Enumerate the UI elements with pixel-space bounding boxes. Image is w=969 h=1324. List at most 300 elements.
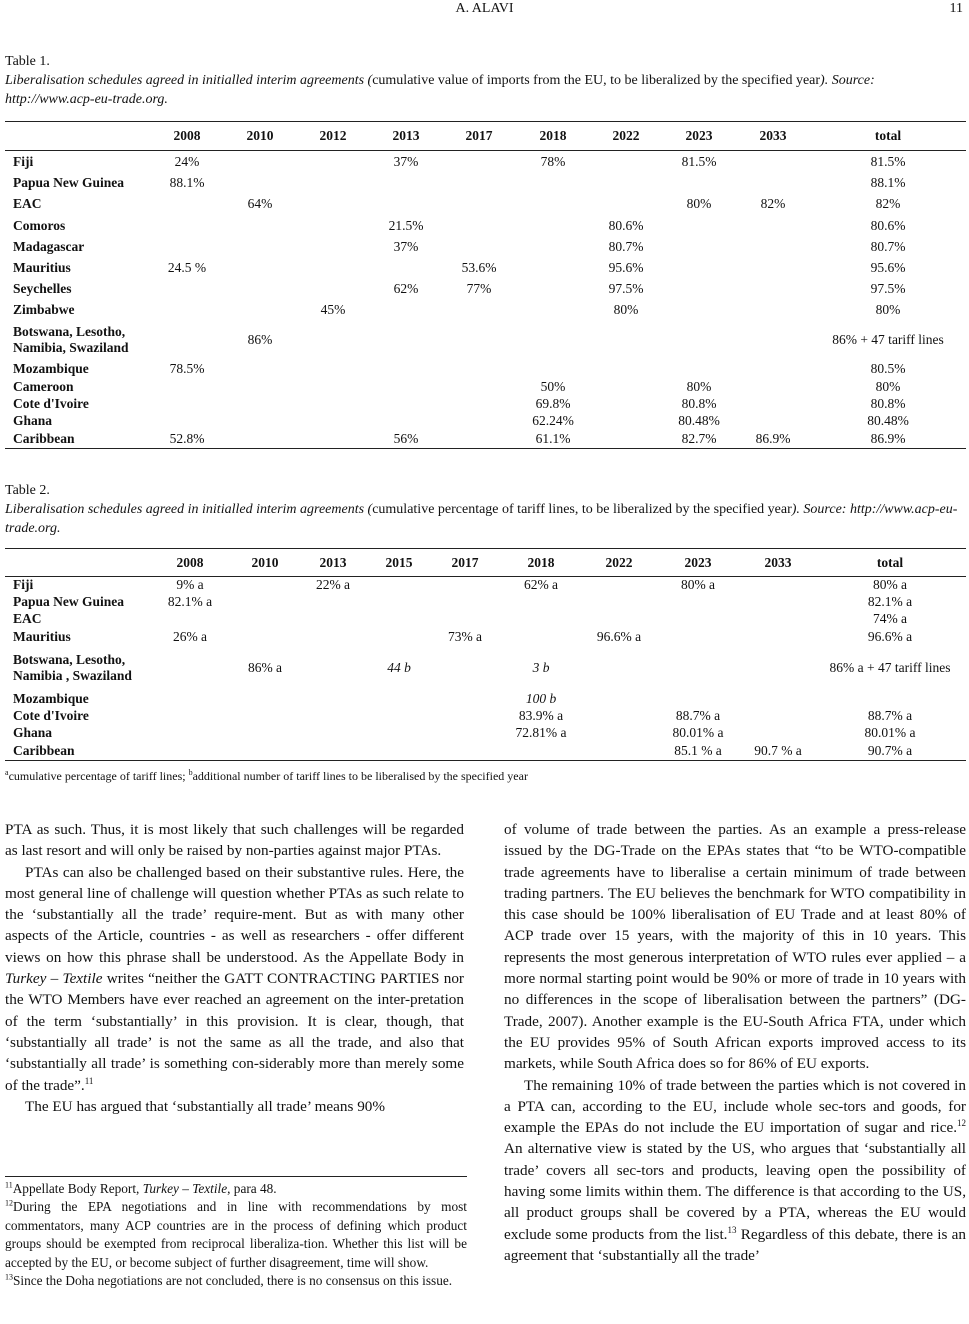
footnote-12: $^{12}$During the EPA negotiations and in line with recommendations by most commentators, many ACP countries are in the process of defining which product groups should be exempted from reciprocal liberaliza-tion. Whether this list will be accepted by the EU, or become subject of further disagreement, time will show. (5, 1198, 467, 1270)
table-cell (742, 708, 814, 725)
left-paragraph-3: The EU has argued that ‘substantially all trade’ means 90% (25, 1097, 386, 1115)
table-cell (736, 237, 810, 258)
row-country: Mauritius (13, 628, 71, 644)
row-country: Zimbabwe (13, 302, 75, 317)
table1-caption-a: Liberalisation schedules agreed in initialled interim agreements ( (5, 73, 373, 88)
table-cell (654, 628, 742, 646)
table-cell (584, 725, 654, 742)
table-cell (150, 708, 230, 725)
table-cell: 80.6% (870, 217, 906, 233)
table-cell (736, 300, 810, 321)
table-cell (224, 379, 296, 396)
row-country: Comoros (13, 217, 66, 233)
table-cell (516, 215, 590, 237)
table-row (5, 742, 966, 761)
table-row (5, 413, 966, 430)
table-cell: 97.5% (608, 281, 644, 296)
table-cell (296, 237, 370, 258)
table-row (5, 396, 966, 413)
header-cell: 2018 (539, 128, 567, 143)
table-cell (590, 430, 662, 449)
table-cell (654, 611, 742, 628)
row-country: Seychelles (13, 281, 72, 296)
table-cell (662, 215, 736, 237)
table-cell (300, 742, 366, 761)
table-row (5, 151, 966, 173)
header-cell: 2018 (527, 554, 555, 570)
table-cell (366, 742, 432, 761)
table-cell (150, 379, 224, 396)
header-cell: 2008 (173, 128, 201, 143)
row-country: Caribbean (13, 742, 75, 758)
table-cell: 78.5% (169, 361, 205, 376)
table-cell (230, 628, 300, 646)
table-cell (300, 594, 366, 611)
table-cell (742, 577, 814, 594)
table1 (5, 121, 966, 449)
table-cell: 81.5% (870, 153, 906, 169)
table-cell (150, 691, 230, 708)
table-row (5, 725, 966, 742)
table-cell: 22% a (315, 577, 351, 593)
table-cell: 82.7% (681, 430, 717, 446)
table-cell (590, 360, 662, 379)
table-cell: 82.1% a (867, 594, 913, 609)
footnote-ref-13[interactable]: 13 (727, 1224, 737, 1235)
table-cell (224, 279, 296, 300)
table-cell: 72.81% a (515, 725, 567, 740)
table-cell (736, 396, 810, 413)
footnote-divider (5, 1176, 467, 1177)
table-cell: 21.5% (388, 217, 424, 233)
table2 (5, 548, 966, 761)
row-country: Cameroon (13, 379, 74, 394)
table-cell: 81.5% (681, 153, 717, 169)
table-cell (366, 691, 432, 708)
table-cell: 83.9% a (518, 708, 564, 723)
table-cell: 80% (875, 379, 901, 394)
table-row (5, 577, 966, 594)
table-cell: 80.48% (678, 413, 720, 428)
table-cell (150, 646, 230, 691)
page-number: 11 (949, 1, 963, 16)
note-b-mark: b (188, 768, 193, 777)
table-cell: 90.7 % a (754, 742, 802, 758)
table-cell: 80.6% (608, 217, 644, 233)
table-cell (584, 691, 654, 708)
header-cell: 2033 (764, 554, 792, 570)
table-cell: 24% (174, 153, 200, 169)
table-cell (224, 300, 296, 321)
table-cell (584, 577, 654, 594)
row-country: Cote d'Ivoire (13, 396, 89, 411)
header-cell: 2023 (684, 554, 712, 570)
header-cell: 2033 (759, 128, 787, 143)
table-cell (230, 691, 300, 708)
table-cell (516, 194, 590, 215)
table-cell (224, 430, 296, 449)
table-cell (584, 708, 654, 725)
table-cell (516, 321, 590, 360)
row-country: Fiji (13, 153, 34, 169)
row-country: Caribbean (13, 430, 75, 446)
table1-caption (5, 52, 965, 109)
table-cell: 56% (393, 430, 419, 446)
table-cell (366, 611, 432, 628)
header-cell: 2023 (685, 128, 713, 143)
table-cell (224, 237, 296, 258)
table-cell: 24.5 % (167, 260, 207, 275)
header-cell-blank (5, 122, 150, 151)
table-cell (498, 611, 584, 628)
table-row (5, 646, 966, 691)
table-cell (150, 300, 224, 321)
table-cell: 37% (393, 153, 419, 169)
table-cell (516, 173, 590, 194)
table-cell (296, 173, 370, 194)
table-cell (736, 321, 810, 360)
table-cell (432, 691, 498, 708)
table-cell (442, 300, 516, 321)
table-cell (366, 594, 432, 611)
table-row (5, 611, 966, 628)
table-cell (742, 628, 814, 646)
table-cell (230, 742, 300, 761)
table-cell (370, 396, 442, 413)
table-cell (300, 708, 366, 725)
table-cell (442, 396, 516, 413)
table2-caption-c: ). Source: http://www.acp-eu-trade.org. (5, 502, 958, 536)
table-cell (296, 279, 370, 300)
table2-caption-b: cumulative percentage of tariff lines, to be liberalized by the specified year (372, 502, 792, 517)
table-cell (432, 708, 498, 725)
table-cell (224, 215, 296, 237)
header-cell: 2022 (612, 128, 640, 143)
table-cell (150, 413, 224, 430)
table-cell (442, 151, 516, 173)
table-cell: 86% a (247, 660, 283, 675)
table-cell: 44 b (387, 660, 411, 675)
row-country: Mozambique (13, 361, 89, 376)
table1-label: Table 1. (5, 54, 50, 69)
table-cell (370, 194, 442, 215)
table-cell (654, 646, 742, 691)
table2-caption (5, 481, 965, 538)
table-cell (584, 646, 654, 691)
table-cell (736, 279, 810, 300)
table-cell: 26% a (172, 628, 208, 644)
table1-caption-c: ). Source: http://www.acp-eu-trade.org. (5, 73, 875, 107)
table-cell: 62% (393, 281, 419, 296)
row-country: Botswana, Lesotho, Namibia , Swaziland (13, 652, 132, 683)
table-cell (296, 215, 370, 237)
table-row (5, 594, 966, 611)
table-cell (224, 173, 296, 194)
row-country: Mauritius (13, 260, 71, 275)
table-cell: 97.5% (870, 281, 906, 296)
table-cell: 50% (540, 379, 566, 394)
table-cell: 62.24% (532, 413, 574, 428)
table-cell (370, 321, 442, 360)
table-cell (736, 151, 810, 173)
row-country: EAC (13, 611, 42, 626)
table-cell (442, 321, 516, 360)
table-cell: 86% a + 47 tariff lines (829, 660, 951, 675)
table-cell (150, 742, 230, 761)
table-cell (366, 628, 432, 646)
left-paragraph-1: PTA as such. Thus, it is most likely that such challenges will be regarded as last resort and will only be raised by non-parties against major PTAs. (5, 821, 464, 860)
table-row (5, 237, 966, 258)
header-cell: 2010 (246, 128, 274, 143)
table-cell (736, 413, 810, 430)
case-citation: Turkey – Textile (5, 970, 103, 988)
table-cell (432, 742, 498, 761)
table-cell (370, 300, 442, 321)
table-row (5, 430, 966, 449)
table-cell: 45% (320, 302, 346, 317)
header-cell: 2017 (465, 128, 493, 143)
table-row (5, 300, 966, 321)
header-cell: 2010 (251, 554, 279, 570)
table-cell (742, 611, 814, 628)
table-row (5, 691, 966, 708)
table-cell (150, 396, 224, 413)
header-cell: 2013 (319, 554, 347, 570)
table-cell (590, 379, 662, 396)
row-country: Mozambique (13, 691, 89, 706)
row-country: Ghana (13, 725, 53, 740)
table-cell: 96.6% a (596, 628, 642, 644)
table-cell (432, 577, 498, 594)
table-cell (442, 194, 516, 215)
row-country: Fiji (13, 577, 34, 593)
table-cell: 88.7% a (675, 708, 721, 723)
table-cell (442, 379, 516, 396)
footnote-ref-11[interactable]: 11 (84, 1075, 94, 1086)
table-cell: 86% (247, 332, 273, 347)
table-cell (590, 413, 662, 430)
table-cell: 82% (875, 196, 901, 211)
table-cell: 100 b (525, 691, 557, 706)
table-cell (814, 691, 966, 708)
table-cell: 80.7% (870, 239, 906, 254)
table-cell: 80.48% (867, 413, 909, 428)
table-cell: 88.1% (870, 175, 906, 190)
table-row (5, 215, 966, 237)
table-cell (742, 594, 814, 611)
table-cell (442, 173, 516, 194)
table-cell (224, 258, 296, 279)
table-cell: 80% a (872, 577, 908, 593)
left-paragraph-2: PTAs can also be challenged based on their substantive rules. Here, the most general line of challenge will question whether PTAs as such relate to the ‘substantially all the trade’ require-ment. But as with many other aspects of the Article, countries - as well as researchers - offer different views on how this phrase shall be understood. As the Appellate Body in Turkey – Textile writes “neither the GATT CONTRACTING PARTIES nor the WTO Members have ever reached an agreement on the inter-pretation of the term ‘substantially’ in this provision. It is clear, though, that ‘substantially all trade’ is not the same as all the trade, and also that ‘substantially all trade’ is something con-siderably more than merely some of the trade”.$^{11}$ (5, 863, 464, 1094)
table-cell (150, 321, 224, 360)
table-cell (150, 611, 230, 628)
table-cell (230, 594, 300, 611)
footnote-13: $^{13}$Since the Doha negotiations are not concluded, there is no consensus on this issue. (5, 1272, 453, 1289)
table-cell: 9% a (176, 577, 204, 593)
table-cell (432, 611, 498, 628)
table-cell: 80.8% (681, 396, 717, 411)
header-cell: 2013 (392, 128, 420, 143)
table-cell: 80.01% a (864, 725, 916, 740)
table-cell (224, 151, 296, 173)
header-cell: 2022 (605, 554, 633, 570)
table-cell (662, 258, 736, 279)
header-cell: 2017 (451, 554, 479, 570)
table-cell (296, 258, 370, 279)
table-row (5, 173, 966, 194)
table-cell (296, 194, 370, 215)
table-cell: 86.9% (755, 430, 791, 446)
table-cell (230, 611, 300, 628)
row-country: Papua New Guinea (13, 594, 125, 609)
table-cell: 96.6% a (867, 628, 913, 644)
table-cell (150, 725, 230, 742)
table-cell: 52.8% (169, 430, 205, 446)
table-cell (662, 237, 736, 258)
table-cell: 78% (540, 153, 566, 169)
footnote-ref-12[interactable]: 12 (957, 1118, 966, 1129)
table-cell (370, 258, 442, 279)
table-cell (736, 379, 810, 396)
table-cell (300, 628, 366, 646)
table-cell (230, 577, 300, 594)
table-row (5, 708, 966, 725)
table-cell: 82.1% a (167, 594, 213, 609)
right-column (504, 819, 966, 1266)
table-cell: 74% a (872, 611, 908, 626)
table-cell: 85.1 % a (674, 742, 722, 758)
table-cell (224, 413, 296, 430)
table-cell: 77% (466, 281, 492, 296)
table-cell (736, 360, 810, 379)
table-row (5, 194, 966, 215)
table-cell (296, 321, 370, 360)
table-cell: 86% + 47 tariff lines (832, 332, 944, 347)
table-cell (590, 151, 662, 173)
table-cell (442, 413, 516, 430)
table2-caption-a: Liberalisation schedules agreed in initialled interim agreements ( (5, 502, 373, 517)
header-cell: 2008 (176, 554, 204, 570)
table-row (5, 379, 966, 396)
left-column (5, 819, 464, 1117)
row-country: Papua New Guinea (13, 175, 125, 190)
header-cell: total (876, 554, 904, 570)
table-cell (590, 173, 662, 194)
table-cell (584, 742, 654, 761)
table2-label: Table 2. (5, 483, 50, 498)
table-cell (370, 173, 442, 194)
table-cell (662, 321, 736, 360)
table-cell: 80.8% (870, 396, 906, 411)
table-cell (432, 646, 498, 691)
table-cell (300, 691, 366, 708)
table-cell (370, 379, 442, 396)
table2-footnote (5, 768, 528, 784)
table-cell: 62% a (523, 577, 559, 593)
footnote-11: $^{11}$Appellate Body Report, Turkey – Textile, para 48. (5, 1180, 277, 1196)
table-cell (300, 611, 366, 628)
right-paragraph-2: The remaining 10% of trade between the parties which is not covered in a PTA can, according to the EU, include whole sec-tors and goods, for example the EPAs do not include the EU importation of sugar and rice.$^{12}$ An alternative view is stated by the US, who argues that ‘substantially all trade’ covers all sec-tors and products, leaving open the possibility of having some limits within them. The difference is that according to the US, all product groups shall be covered by a PTA, whereas the EU would exclude some products from the list.$^{13}$ Regardless of this debate, there is an agreement that ‘substantially all the trade’ (504, 1076, 966, 1264)
table-row (5, 321, 966, 360)
table-cell (300, 725, 366, 742)
table-cell (516, 279, 590, 300)
table-cell (516, 237, 590, 258)
table-cell: 64% (247, 196, 273, 211)
table-cell (150, 215, 224, 237)
table-cell (662, 279, 736, 300)
footnotes (5, 1180, 467, 1290)
table-cell: 80.5% (870, 361, 906, 376)
table-cell: 80.7% (608, 239, 644, 254)
table-cell: 80% (686, 196, 712, 211)
table-cell: 61.1% (535, 430, 571, 446)
table-cell (736, 215, 810, 237)
row-country: Madagascar (13, 239, 85, 254)
table-cell (590, 321, 662, 360)
table-cell (366, 577, 432, 594)
table-cell: 80% (875, 302, 901, 317)
table-cell (590, 194, 662, 215)
row-country: Cote d'Ivoire (13, 708, 89, 723)
table-cell (296, 396, 370, 413)
table-cell (654, 594, 742, 611)
table-cell (224, 396, 296, 413)
table-cell (442, 430, 516, 449)
table-cell (230, 725, 300, 742)
table-cell (584, 594, 654, 611)
table-cell: 69.8% (535, 396, 571, 411)
table-cell (516, 300, 590, 321)
table-cell (296, 413, 370, 430)
table-cell (498, 742, 584, 761)
table-cell: 88.7% a (867, 708, 913, 723)
table-cell (662, 360, 736, 379)
table-cell: 73% a (447, 628, 483, 644)
table-cell: 90.7% a (867, 742, 913, 758)
note-b-text: additional number of tariff lines to be liberalised by the specified year (192, 769, 528, 783)
note-a-text: cumulative percentage of tariff lines; (8, 769, 189, 783)
table-cell (442, 360, 516, 379)
table-cell: 82% (760, 196, 786, 211)
header-cell: 2012 (319, 128, 347, 143)
table-cell (432, 594, 498, 611)
table-cell (370, 360, 442, 379)
table-cell: 53.6% (461, 260, 497, 275)
table-cell (150, 194, 224, 215)
page-header (0, 0, 969, 22)
table-cell (590, 396, 662, 413)
table-cell (366, 708, 432, 725)
table-cell (736, 173, 810, 194)
table-row (5, 628, 966, 646)
table-cell: 80% (613, 302, 639, 317)
table-cell (736, 258, 810, 279)
header-cell: total (874, 128, 902, 143)
table-cell (300, 646, 366, 691)
table-cell: 95.6% (870, 260, 906, 275)
table-cell (442, 237, 516, 258)
table-cell (296, 430, 370, 449)
table-cell (742, 725, 814, 742)
table-cell (516, 258, 590, 279)
table-cell: 80.01% a (672, 725, 724, 740)
table-row (5, 258, 966, 279)
table-cell (662, 300, 736, 321)
table-cell (296, 151, 370, 173)
table-cell (498, 628, 584, 646)
table-cell (742, 646, 814, 691)
